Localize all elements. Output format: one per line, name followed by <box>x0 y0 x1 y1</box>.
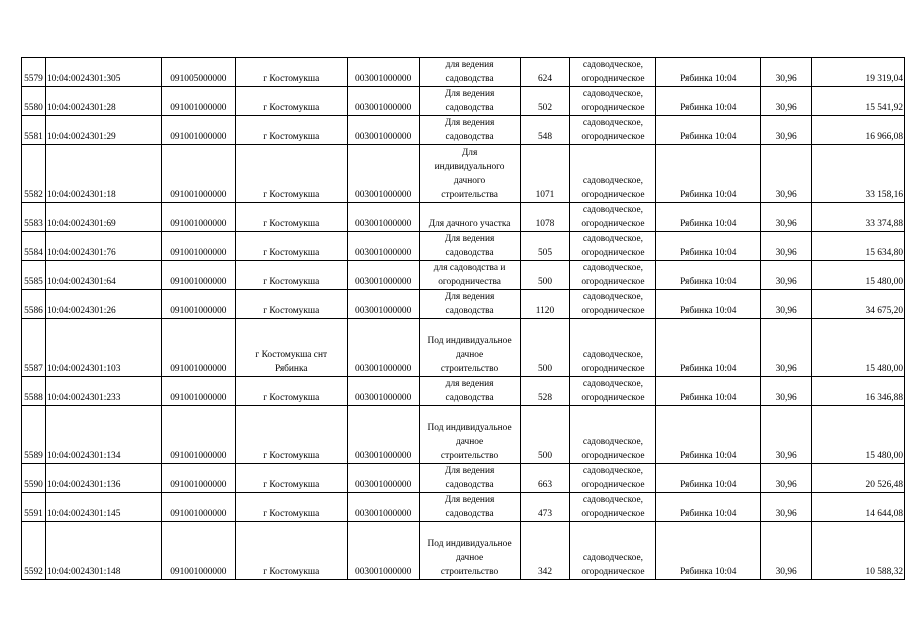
cell-area: 500 <box>520 406 570 464</box>
cell-area: 1078 <box>520 203 570 232</box>
cell-use-category-line: садоводческое, <box>582 176 643 186</box>
cell-specific-value: 30,96 <box>761 203 812 232</box>
cell-use-category-line: садоводческое, <box>582 379 643 389</box>
cell-permitted-use-line: Для <box>461 148 478 158</box>
cell-valuation-zone: Рябинка 10:04 <box>656 290 761 319</box>
cell-permitted-use-line: садоводства <box>445 480 494 490</box>
cell-use-category <box>570 261 656 290</box>
cell-permitted-use-line: индивидуального <box>434 162 505 172</box>
cell-row-number: 5582 <box>22 145 46 203</box>
cell-cadastral-value: 15 480,00 <box>812 261 905 290</box>
cell-use-category-line: садоводческое, <box>582 292 643 302</box>
cell-okato-code: 091001000000 <box>161 145 235 203</box>
cell-permitted-use-line: садоводства <box>445 103 494 113</box>
cell-location <box>235 464 347 493</box>
cell-okato-code: 091001000000 <box>161 290 235 319</box>
cell-row-number: 5581 <box>22 116 46 145</box>
cell-okato-code: 091001000000 <box>161 203 235 232</box>
cell-specific-value: 30,96 <box>761 145 812 203</box>
cell-use-category <box>570 464 656 493</box>
table-row <box>22 290 905 319</box>
cell-area: 502 <box>520 87 570 116</box>
cell-use-category-line: садоводческое, <box>582 466 643 476</box>
cell-permitted-use-line: садоводства <box>445 132 494 142</box>
cell-cadastral-number: 10:04:0024301:18 <box>45 145 161 203</box>
cell-okato-code: 091001000000 <box>161 319 235 377</box>
cell-use-category-line: огородническое <box>581 219 645 229</box>
cell-location <box>235 116 347 145</box>
cell-location-line: г Костомукша снт <box>255 350 328 360</box>
table-row <box>22 87 905 116</box>
cell-permitted-use-line: Под индивидуальное <box>427 423 512 433</box>
cell-permitted-use-line: садоводства <box>445 393 494 403</box>
cell-row-number: 5589 <box>22 406 46 464</box>
cell-area: 624 <box>520 58 570 87</box>
cell-valuation-zone: Рябинка 10:04 <box>656 261 761 290</box>
cell-permitted-use-line: Для дачного участка <box>428 219 511 229</box>
table-row <box>22 261 905 290</box>
cell-okato-code: 091001000000 <box>161 87 235 116</box>
cell-cadastral-value: 14 644,08 <box>812 493 905 522</box>
cell-permitted-use-line: садоводства <box>445 248 494 258</box>
cell-permitted-use-line: строительство <box>440 567 499 577</box>
cell-permitted-use-line: Для ведения <box>444 292 495 302</box>
cell-valuation-zone: Рябинка 10:04 <box>656 145 761 203</box>
cell-permitted-use-line: Под индивидуальное <box>427 539 512 549</box>
cell-okato-code: 091001000000 <box>161 116 235 145</box>
cell-okato-code: 091001000000 <box>161 406 235 464</box>
cell-specific-value: 30,96 <box>761 464 812 493</box>
cell-okato-code: 091001000000 <box>161 493 235 522</box>
cell-location-line: г Костомукша <box>263 393 320 403</box>
cell-cadastral-number: 10:04:0024301:76 <box>45 232 161 261</box>
cell-valuation-zone: Рябинка 10:04 <box>656 116 761 145</box>
cell-permitted-use-line: дачное <box>455 437 484 447</box>
cell-location <box>235 203 347 232</box>
cell-area: 500 <box>520 261 570 290</box>
cell-oktmo-code: 003001000000 <box>347 58 419 87</box>
table-body <box>22 58 905 580</box>
cell-row-number: 5583 <box>22 203 46 232</box>
cell-permitted-use <box>419 145 520 203</box>
cell-okato-code: 091005000000 <box>161 58 235 87</box>
cell-permitted-use-line: Для ведения <box>444 234 495 244</box>
cell-specific-value: 30,96 <box>761 290 812 319</box>
cell-cadastral-number: 10:04:0024301:134 <box>45 406 161 464</box>
cell-row-number: 5590 <box>22 464 46 493</box>
cell-permitted-use-line: Для ведения <box>444 118 495 128</box>
cell-cadastral-number: 10:04:0024301:103 <box>45 319 161 377</box>
cell-oktmo-code: 003001000000 <box>347 145 419 203</box>
cell-okato-code: 091001000000 <box>161 522 235 580</box>
cell-valuation-zone: Рябинка 10:04 <box>656 232 761 261</box>
cell-valuation-zone: Рябинка 10:04 <box>656 406 761 464</box>
cell-cadastral-value: 33 374,88 <box>812 203 905 232</box>
cell-permitted-use <box>419 319 520 377</box>
cell-use-category <box>570 145 656 203</box>
cell-permitted-use <box>419 290 520 319</box>
cell-area: 528 <box>520 377 570 406</box>
cell-use-category-line: садоводческое, <box>582 553 643 563</box>
cell-permitted-use-line: строительство <box>440 364 499 374</box>
cell-permitted-use-line: Для ведения <box>444 495 495 505</box>
cell-cadastral-number: 10:04:0024301:148 <box>45 522 161 580</box>
cell-area: 342 <box>520 522 570 580</box>
cell-permitted-use-line: садоводства <box>445 74 494 84</box>
cell-cadastral-number: 10:04:0024301:26 <box>45 290 161 319</box>
cell-use-category-line: огородническое <box>581 480 645 490</box>
cell-specific-value: 30,96 <box>761 232 812 261</box>
cell-location <box>235 319 347 377</box>
cell-use-category <box>570 377 656 406</box>
cell-use-category <box>570 116 656 145</box>
cell-valuation-zone: Рябинка 10:04 <box>656 87 761 116</box>
cell-permitted-use-line: для ведения <box>445 379 494 389</box>
cell-location <box>235 522 347 580</box>
cell-permitted-use <box>419 87 520 116</box>
cell-use-category-line: огородническое <box>581 190 645 200</box>
table-row <box>22 116 905 145</box>
cell-oktmo-code: 003001000000 <box>347 232 419 261</box>
cell-okato-code: 091001000000 <box>161 261 235 290</box>
cell-permitted-use-line: огородничества <box>438 277 501 287</box>
cell-use-category-line: огородническое <box>581 74 645 84</box>
cell-oktmo-code: 003001000000 <box>347 493 419 522</box>
table-row <box>22 319 905 377</box>
cell-valuation-zone: Рябинка 10:04 <box>656 522 761 580</box>
cell-permitted-use <box>419 261 520 290</box>
cell-cadastral-value: 16 346,88 <box>812 377 905 406</box>
cell-okato-code: 091001000000 <box>161 377 235 406</box>
cell-use-category-line: огородническое <box>581 567 645 577</box>
cell-permitted-use <box>419 522 520 580</box>
cell-valuation-zone: Рябинка 10:04 <box>656 319 761 377</box>
cell-valuation-zone: Рябинка 10:04 <box>656 464 761 493</box>
cell-cadastral-value: 20 526,48 <box>812 464 905 493</box>
cell-use-category-line: огородническое <box>581 306 645 316</box>
cell-specific-value: 30,96 <box>761 377 812 406</box>
cell-location-line: г Костомукша <box>263 219 320 229</box>
cell-row-number: 5579 <box>22 58 46 87</box>
cell-cadastral-value: 16 966,08 <box>812 116 905 145</box>
cell-use-category-line: садоводческое, <box>582 60 643 70</box>
cell-use-category-line: огородническое <box>581 509 645 519</box>
cell-use-category-line: садоводческое, <box>582 350 643 360</box>
cell-row-number: 5591 <box>22 493 46 522</box>
table-row <box>22 58 905 87</box>
cell-permitted-use-line: строительства <box>441 190 498 200</box>
cell-permitted-use-line: Для ведения <box>444 89 495 99</box>
cell-area: 1071 <box>520 145 570 203</box>
cell-cadastral-value: 15 480,00 <box>812 319 905 377</box>
cell-permitted-use-line: для ведения <box>445 60 494 70</box>
cell-cadastral-value: 34 675,20 <box>812 290 905 319</box>
cell-location <box>235 261 347 290</box>
cell-oktmo-code: 003001000000 <box>347 522 419 580</box>
cell-row-number: 5587 <box>22 319 46 377</box>
cell-permitted-use-line: садоводства <box>445 306 494 316</box>
cell-permitted-use-line: дачное <box>455 553 484 563</box>
table-row <box>22 377 905 406</box>
cell-location <box>235 290 347 319</box>
cell-use-category <box>570 406 656 464</box>
cell-row-number: 5580 <box>22 87 46 116</box>
cell-use-category-line: садоводческое, <box>582 89 643 99</box>
cell-location <box>235 493 347 522</box>
table-row <box>22 406 905 464</box>
cell-permitted-use <box>419 493 520 522</box>
cell-cadastral-number: 10:04:0024301:145 <box>45 493 161 522</box>
cell-permitted-use <box>419 203 520 232</box>
cell-use-category-line: огородническое <box>581 393 645 403</box>
cell-location-line: г Костомукша <box>263 248 320 258</box>
cell-use-category-line: огородническое <box>581 277 645 287</box>
cell-cadastral-number: 10:04:0024301:29 <box>45 116 161 145</box>
cell-location <box>235 145 347 203</box>
cell-use-category-line: огородническое <box>581 451 645 461</box>
cell-specific-value: 30,96 <box>761 522 812 580</box>
cell-permitted-use <box>419 232 520 261</box>
cell-area: 473 <box>520 493 570 522</box>
cell-location <box>235 232 347 261</box>
cell-use-category <box>570 58 656 87</box>
cell-oktmo-code: 003001000000 <box>347 406 419 464</box>
table-row <box>22 145 905 203</box>
cell-row-number: 5586 <box>22 290 46 319</box>
cell-valuation-zone: Рябинка 10:04 <box>656 58 761 87</box>
cell-cadastral-number: 10:04:0024301:28 <box>45 87 161 116</box>
cell-use-category-line: садоводческое, <box>582 205 643 215</box>
cell-use-category-line: огородническое <box>581 248 645 258</box>
cell-cadastral-value: 15 480,00 <box>812 406 905 464</box>
cell-use-category <box>570 319 656 377</box>
cell-permitted-use-line: Под индивидуальное <box>427 336 512 346</box>
cell-area: 548 <box>520 116 570 145</box>
cell-specific-value: 30,96 <box>761 58 812 87</box>
cell-cadastral-number: 10:04:0024301:69 <box>45 203 161 232</box>
cell-location-line: г Костомукша <box>263 277 320 287</box>
cell-area: 505 <box>520 232 570 261</box>
cell-specific-value: 30,96 <box>761 493 812 522</box>
cell-permitted-use-line: садоводства <box>445 509 494 519</box>
cell-location-line: г Костомукша <box>263 509 320 519</box>
cell-specific-value: 30,96 <box>761 261 812 290</box>
cell-location-line: г Костомукша <box>263 306 320 316</box>
table-row <box>22 232 905 261</box>
cell-cadastral-value: 15 541,92 <box>812 87 905 116</box>
cell-location <box>235 58 347 87</box>
cell-permitted-use-line: для садоводства и <box>433 263 506 273</box>
cell-cadastral-value: 19 319,04 <box>812 58 905 87</box>
cell-area: 1120 <box>520 290 570 319</box>
cell-use-category-line: огородническое <box>581 132 645 142</box>
cell-permitted-use-line: дачное <box>455 350 484 360</box>
cell-use-category <box>570 87 656 116</box>
cell-permitted-use-line: строительство <box>440 451 499 461</box>
cell-use-category <box>570 290 656 319</box>
cell-use-category-line: огородническое <box>581 103 645 113</box>
cell-location-line: г Костомукша <box>263 480 320 490</box>
cell-location <box>235 377 347 406</box>
cell-valuation-zone: Рябинка 10:04 <box>656 493 761 522</box>
cell-location-line: г Костомукша <box>263 132 320 142</box>
cell-oktmo-code: 003001000000 <box>347 377 419 406</box>
cell-use-category-line: садоводческое, <box>582 234 643 244</box>
cell-permitted-use <box>419 58 520 87</box>
cell-row-number: 5588 <box>22 377 46 406</box>
cell-location <box>235 87 347 116</box>
cell-cadastral-value: 33 158,16 <box>812 145 905 203</box>
cell-area: 500 <box>520 319 570 377</box>
cell-cadastral-number: 10:04:0024301:305 <box>45 58 161 87</box>
cell-oktmo-code: 003001000000 <box>347 261 419 290</box>
cell-location-line: г Костомукша <box>263 451 320 461</box>
table-row <box>22 522 905 580</box>
cell-use-category-line: садоводческое, <box>582 263 643 273</box>
cell-okato-code: 091001000000 <box>161 464 235 493</box>
cell-oktmo-code: 003001000000 <box>347 464 419 493</box>
cell-permitted-use <box>419 377 520 406</box>
cell-permitted-use-line: дачного <box>453 176 486 186</box>
table-row <box>22 203 905 232</box>
cell-row-number: 5584 <box>22 232 46 261</box>
cell-cadastral-number: 10:04:0024301:136 <box>45 464 161 493</box>
cell-use-category-line: огородническое <box>581 364 645 374</box>
cell-use-category <box>570 232 656 261</box>
cell-use-category-line: садоводческое, <box>582 437 643 447</box>
cell-valuation-zone: Рябинка 10:04 <box>656 377 761 406</box>
cell-oktmo-code: 003001000000 <box>347 116 419 145</box>
cell-cadastral-value: 10 588,32 <box>812 522 905 580</box>
cell-specific-value: 30,96 <box>761 319 812 377</box>
cell-specific-value: 30,96 <box>761 87 812 116</box>
cell-row-number: 5592 <box>22 522 46 580</box>
cell-permitted-use-line: Для ведения <box>444 466 495 476</box>
cell-use-category-line: садоводческое, <box>582 118 643 128</box>
cell-specific-value: 30,96 <box>761 406 812 464</box>
cell-oktmo-code: 003001000000 <box>347 87 419 116</box>
cell-row-number: 5585 <box>22 261 46 290</box>
table-row <box>22 493 905 522</box>
cell-oktmo-code: 003001000000 <box>347 203 419 232</box>
cell-oktmo-code: 003001000000 <box>347 319 419 377</box>
cell-cadastral-number: 10:04:0024301:64 <box>45 261 161 290</box>
cell-permitted-use <box>419 406 520 464</box>
cell-permitted-use <box>419 464 520 493</box>
cell-location <box>235 406 347 464</box>
cell-location-line: г Костомукша <box>263 190 320 200</box>
cell-use-category <box>570 522 656 580</box>
cell-cadastral-number: 10:04:0024301:233 <box>45 377 161 406</box>
cell-location-line: г Костомукша <box>263 567 320 577</box>
cell-cadastral-value: 15 634,80 <box>812 232 905 261</box>
cell-use-category <box>570 203 656 232</box>
cell-location-line: г Костомукша <box>263 103 320 113</box>
cell-specific-value: 30,96 <box>761 116 812 145</box>
cell-use-category-line: садоводческое, <box>582 495 643 505</box>
cell-location-line: г Костомукша <box>263 74 320 84</box>
cell-location-line: Рябинка <box>274 364 308 374</box>
cell-permitted-use <box>419 116 520 145</box>
table-row <box>22 464 905 493</box>
cell-okato-code: 091001000000 <box>161 232 235 261</box>
cell-oktmo-code: 003001000000 <box>347 290 419 319</box>
cell-area: 663 <box>520 464 570 493</box>
land-cadastral-value-table <box>21 57 905 580</box>
cell-use-category <box>570 493 656 522</box>
cell-valuation-zone: Рябинка 10:04 <box>656 203 761 232</box>
